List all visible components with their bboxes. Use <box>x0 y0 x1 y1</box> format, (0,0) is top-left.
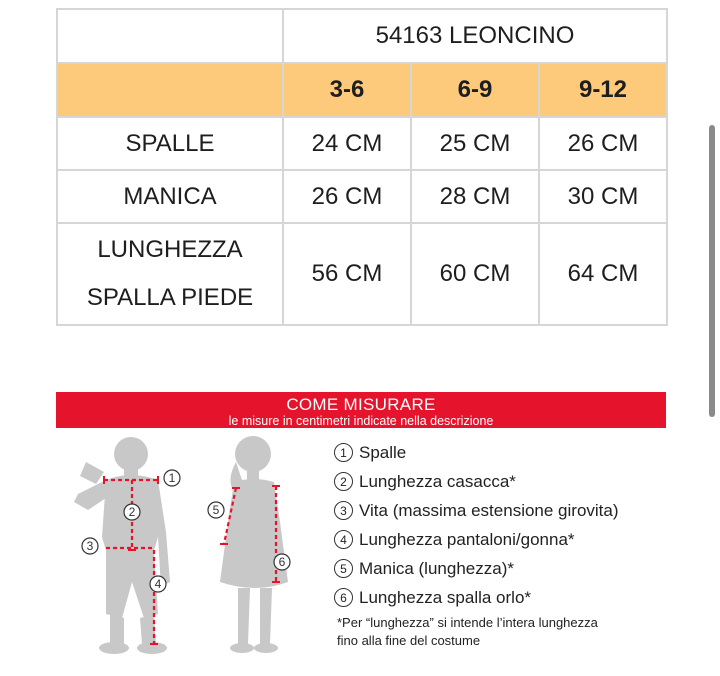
how-to-measure-panel <box>56 390 666 676</box>
svg-text:3: 3 <box>86 539 94 553</box>
row-label <box>57 223 283 325</box>
measurement-cell: 30 CM <box>539 170 667 223</box>
list-item <box>334 467 674 496</box>
measurement-cell: 56 CM <box>283 223 411 325</box>
legend-label: Manica (lunghezza)* <box>359 558 514 578</box>
marker-1-icon <box>164 470 180 486</box>
measurement-cell: 28 CM <box>411 170 539 223</box>
table-row <box>57 170 667 223</box>
number-6-icon: 6 <box>334 588 353 607</box>
marker-6-icon <box>274 554 290 570</box>
list-item <box>334 496 674 525</box>
legend-label: Lunghezza pantaloni/gonna* <box>359 529 575 549</box>
svg-text:6: 6 <box>278 555 286 569</box>
measure-note <box>337 614 677 650</box>
measurement-cell: 60 CM <box>411 223 539 325</box>
measurement-figures <box>66 432 336 676</box>
svg-text:4: 4 <box>154 577 162 591</box>
row-label-line: LUNGHEZZA <box>97 236 243 263</box>
measure-banner <box>56 392 666 428</box>
number-5-icon: 5 <box>334 559 353 578</box>
product-title: 54163 LEONCINO <box>283 9 667 63</box>
measure-legend <box>334 438 674 612</box>
svg-text:1: 1 <box>168 471 176 485</box>
size-table <box>56 8 668 326</box>
measurement-cell: 26 CM <box>283 170 411 223</box>
girl-silhouette-icon <box>220 436 288 653</box>
row-label: SPALLE <box>57 117 283 170</box>
legend-label: Lunghezza casacca* <box>359 471 516 491</box>
marker-3-icon <box>82 538 98 554</box>
measure-subtitle: le misure in centimetri indicate nella descrizione <box>228 414 494 428</box>
vertical-scrollbar[interactable] <box>709 125 715 417</box>
marker-5-icon <box>208 502 224 518</box>
svg-text:2: 2 <box>128 505 136 519</box>
marker-2-icon <box>124 504 140 520</box>
measure-title: COME MISURARE <box>286 395 436 414</box>
header-empty-cell <box>57 63 283 117</box>
table-row <box>57 223 667 325</box>
measurement-cell: 64 CM <box>539 223 667 325</box>
number-3-icon: 3 <box>334 501 353 520</box>
legend-label: Spalle <box>359 442 407 462</box>
row-label: MANICA <box>57 170 283 223</box>
list-item <box>334 438 674 467</box>
note-line: fino alla fine del costume <box>337 633 481 648</box>
number-1-icon: 1 <box>334 443 353 462</box>
measurement-cell: 25 CM <box>411 117 539 170</box>
list-item <box>334 525 674 554</box>
size-header: 3-6 <box>283 63 411 117</box>
list-item <box>334 554 674 583</box>
measurement-cell: 26 CM <box>539 117 667 170</box>
size-header: 9-12 <box>539 63 667 117</box>
number-4-icon: 4 <box>334 530 353 549</box>
legend-label: Vita (massima estensione girovita) <box>359 500 619 520</box>
row-label-line: SPALLA PIEDE <box>86 284 254 311</box>
empty-corner-cell <box>57 9 283 63</box>
note-line: *Per “lunghezza” si intende l’intera lunghezza <box>337 615 598 630</box>
svg-text:5: 5 <box>212 503 220 517</box>
size-header: 6-9 <box>411 63 539 117</box>
legend-label: Lunghezza spalla orlo* <box>359 587 532 607</box>
marker-4-icon <box>150 576 166 592</box>
number-2-icon: 2 <box>334 472 353 491</box>
table-row <box>57 117 667 170</box>
measurement-cell: 24 CM <box>283 117 411 170</box>
list-item <box>334 583 674 612</box>
